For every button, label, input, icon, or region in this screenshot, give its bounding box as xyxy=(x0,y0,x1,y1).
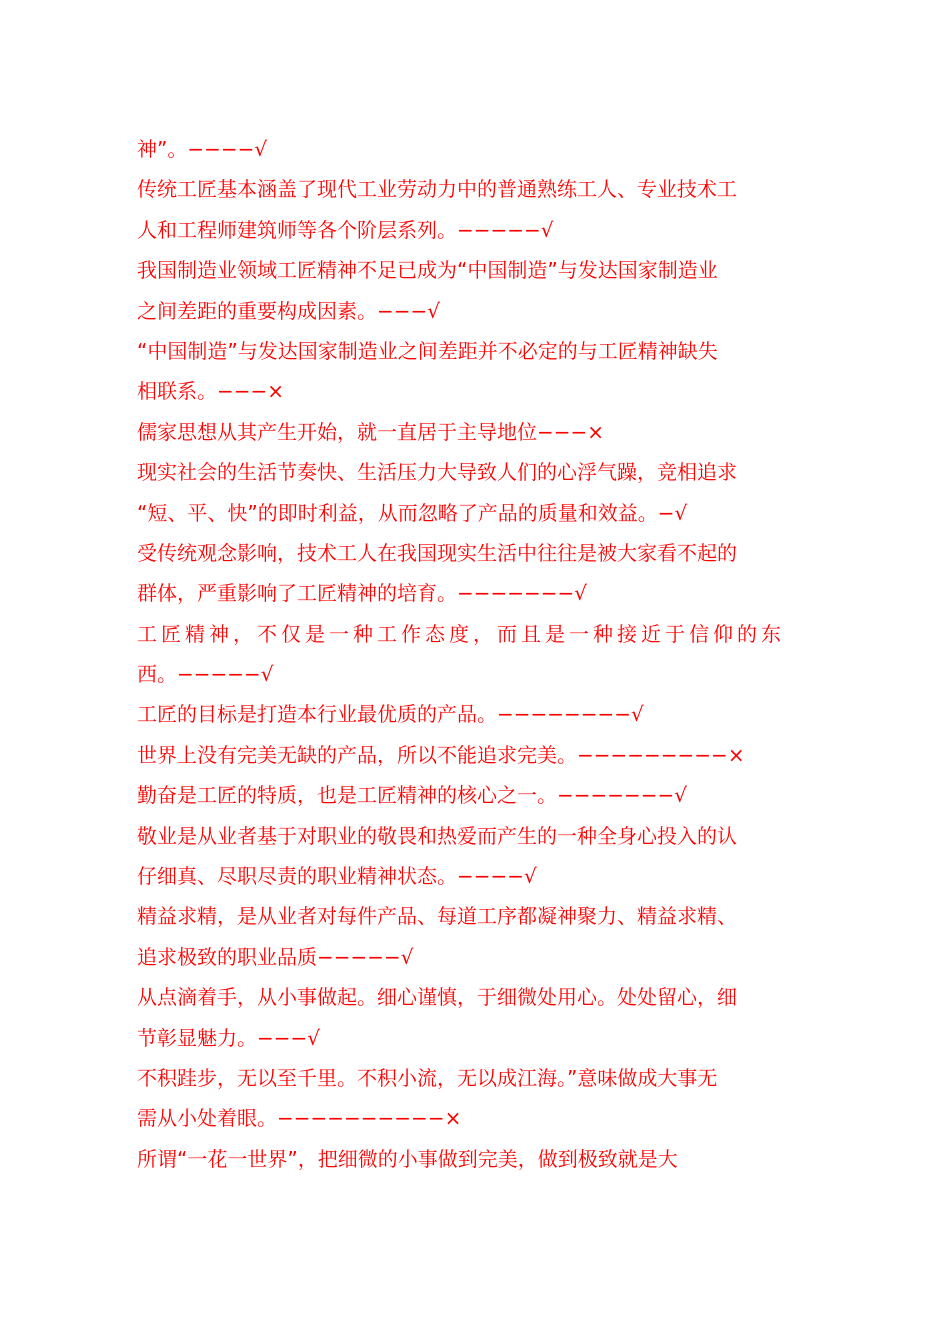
text-line: 需从小处着眼。−−−−−−−−−−× xyxy=(137,1106,462,1131)
text-line: “短、平、快”的即时利益，从而忽略了产品的质量和效益。−√ xyxy=(137,500,688,525)
text-line: 工匠精神，不仅是一种工作态度，而且是一种接近于信仰的东 xyxy=(137,621,785,646)
text-line: 我国制造业领域工匠精神不足已成为“中国制造”与发达国家制造业 xyxy=(137,258,718,283)
text-line: 人和工程师建筑师等各个阶层系列。−−−−−√ xyxy=(137,217,554,242)
text-line: 仔细真、尽职尽责的职业精神状态。−−−−√ xyxy=(137,864,537,889)
text-line: 所谓“一花一世界”，把细微的小事做到完美，做到极致就是大 xyxy=(137,1146,678,1171)
text-line: “中国制造”与发达国家制造业之间差距并不必定的与工匠精神缺失 xyxy=(137,338,718,363)
text-line: 从点滴着手，从小事做起。细心谨慎，于细微处用心。处处留心，细 xyxy=(137,985,737,1010)
text-line: 神”。−−−−√ xyxy=(137,137,268,161)
document-body xyxy=(137,129,827,1179)
text-line: 传统工匠基本涵盖了现代工业劳动力中的普通熟练工人、专业技术工 xyxy=(137,177,737,202)
text-line: 敬业是从业者基于对职业的敬畏和热爱而产生的一种全身心投入的认 xyxy=(137,823,737,848)
text-line: 受传统观念影响，技术工人在我国现实生活中往往是被大家看不起的 xyxy=(137,540,737,565)
text-line: 追求极致的职业品质−−−−−√ xyxy=(137,944,414,969)
text-line: 儒家思想从其产生开始，就一直居于主导地位−−−× xyxy=(137,419,605,444)
text-line: 群体，严重影响了工匠精神的培育。−−−−−−−√ xyxy=(137,581,588,606)
text-line: 西。−−−−−√ xyxy=(137,662,274,687)
text-line: 节彰显魅力。−−−√ xyxy=(137,1025,321,1050)
text-line: 相联系。−−−× xyxy=(137,379,285,404)
text-line: 世界上没有完美无缺的产品，所以不能追求完美。−−−−−−−−−× xyxy=(137,742,745,767)
text-line: 现实社会的生活节奏快、生活压力大导致人们的心浮气躁，竞相追求 xyxy=(137,460,737,485)
text-line: 勤奋是工匠的特质，也是工匠精神的核心之一。−−−−−−−√ xyxy=(137,783,688,808)
text-line: 之间差距的重要构成因素。−−−√ xyxy=(137,298,441,323)
text-line: 精益求精，是从业者对每件产品、每道工序都凝神聚力、精益求精、 xyxy=(137,904,737,929)
text-line: 工匠的目标是打造本行业最优质的产品。−−−−−−−−√ xyxy=(137,702,644,727)
text-line: 不积跬步，无以至千里。不积小流，无以成江海。”意味做成大事无 xyxy=(137,1065,718,1090)
